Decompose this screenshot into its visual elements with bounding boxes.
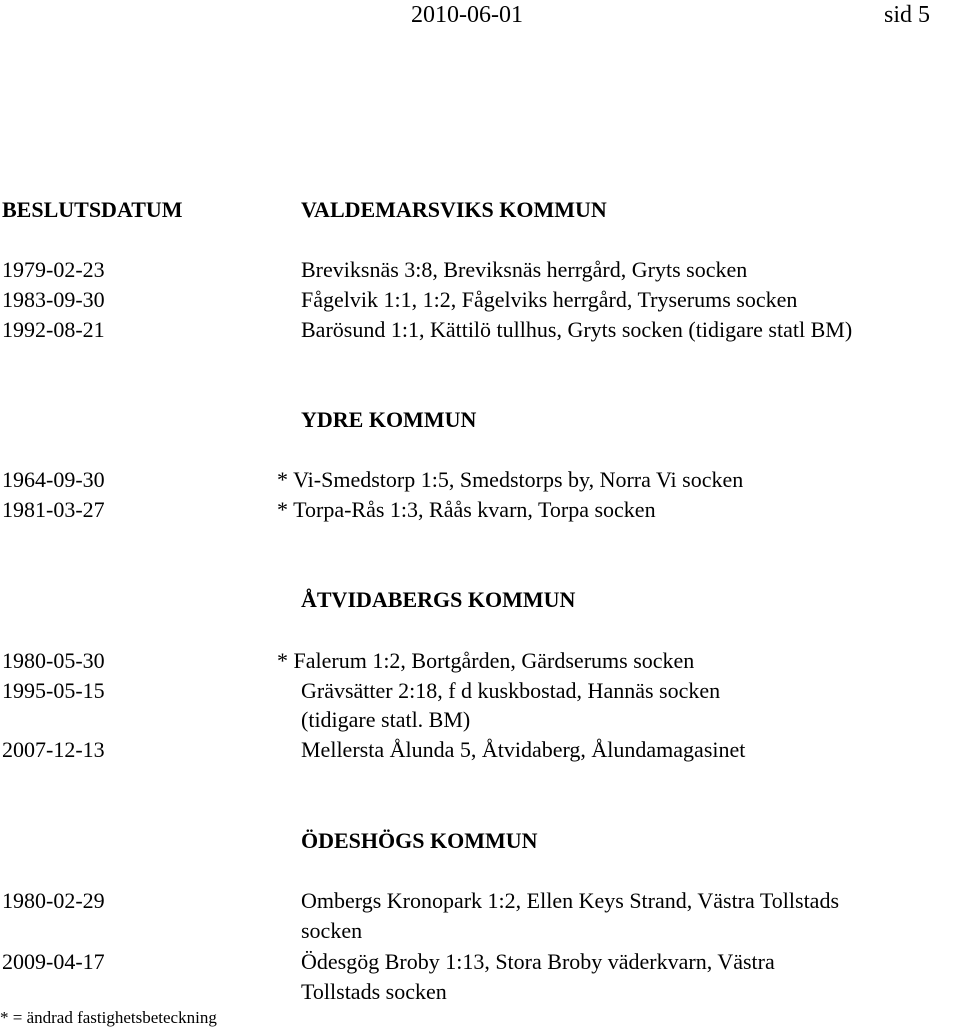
property-entry-continuation: Tollstads socken	[301, 979, 447, 1004]
page-number: sid 5	[884, 2, 931, 28]
property-entry-continuation: socken	[301, 918, 363, 943]
footnote: * = ändrad fastighetsbeteckning	[0, 1008, 217, 1027]
decision-date: 2009-04-17	[2, 949, 105, 974]
section-title: YDRE KOMMUN	[301, 407, 477, 432]
decision-date: 1964-09-30	[2, 467, 105, 492]
section-title: ÅTVIDABERGS KOMMUN	[301, 587, 576, 612]
decision-date: 1980-05-30	[2, 648, 105, 673]
property-entry: Ombergs Kronopark 1:2, Ellen Keys Strand, Västra Tollstads	[301, 888, 840, 913]
decision-date: 2007-12-13	[2, 737, 105, 762]
property-entry: Ödesgög Broby 1:13, Stora Broby väderkvarn, Västra	[301, 949, 775, 974]
decision-date: 1983-09-30	[2, 287, 105, 312]
property-entry: * Torpa-Rås 1:3, Råås kvarn, Torpa socken	[277, 497, 656, 522]
property-entry-continuation: (tidigare statl. BM)	[301, 707, 471, 732]
document-date: 2010-06-01	[411, 2, 523, 28]
property-entry: Grävsätter 2:18, f d kuskbostad, Hannäs socken	[301, 678, 721, 703]
date-column-header: BESLUTSDATUM	[2, 197, 183, 222]
decision-date: 1980-02-29	[2, 888, 105, 913]
decision-date: 1981-03-27	[2, 497, 105, 522]
property-entry: * Falerum 1:2, Bortgården, Gärdserums socken	[277, 648, 695, 673]
decision-date: 1992-08-21	[2, 317, 105, 342]
section-title: ÖDESHÖGS KOMMUN	[301, 828, 538, 853]
decision-date: 1995-05-15	[2, 678, 105, 703]
property-entry: Mellersta Ålunda 5, Åtvidaberg, Ålundamagasinet	[301, 737, 746, 762]
property-entry: Breviksnäs 3:8, Breviksnäs herrgård, Gryts socken	[301, 257, 748, 282]
property-entry: Fågelvik 1:1, 1:2, Fågelviks herrgård, Tryserums socken	[301, 287, 798, 312]
section-title: VALDEMARSVIKS KOMMUN	[301, 197, 607, 222]
property-entry: Barösund 1:1, Kättilö tullhus, Gryts socken (tidigare statl BM)	[301, 317, 853, 342]
decision-date: 1979-02-23	[2, 257, 105, 282]
property-entry: * Vi-Smedstorp 1:5, Smedstorps by, Norra Vi socken	[277, 467, 744, 492]
